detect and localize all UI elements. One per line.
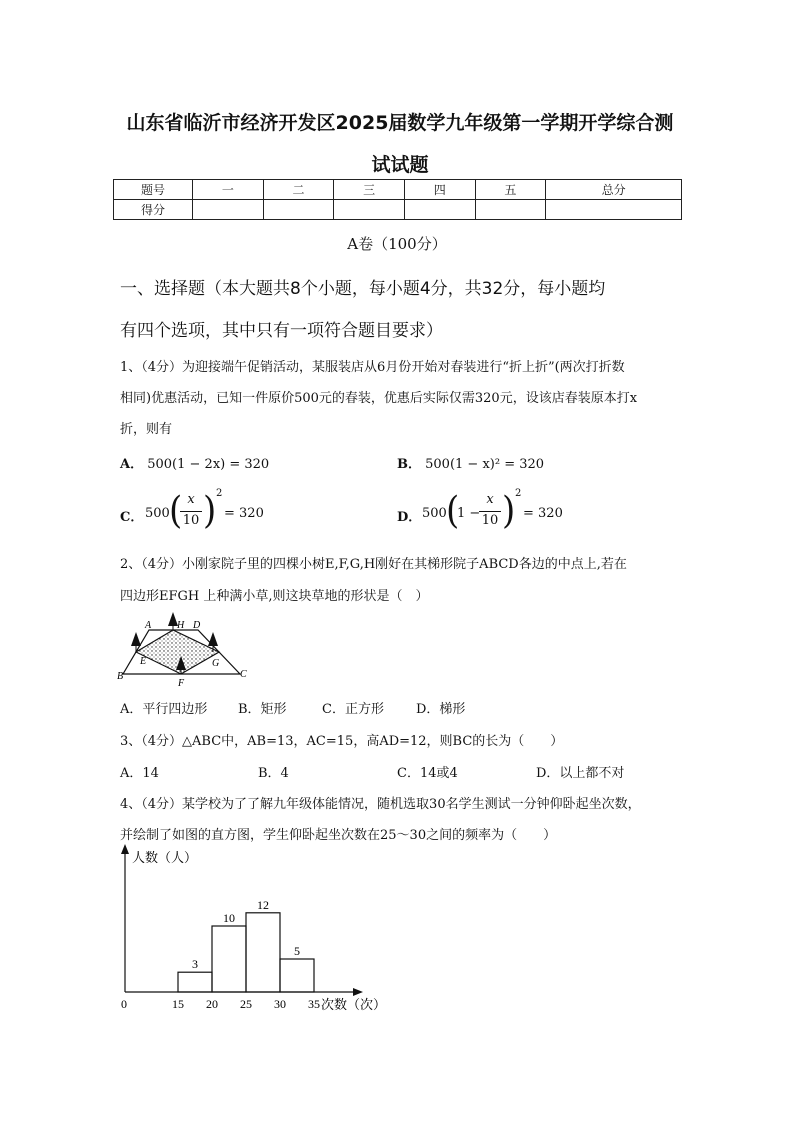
y-axis-arrow-icon xyxy=(121,844,129,854)
q3-option-d[interactable]: D．以上都不对 xyxy=(536,766,625,781)
bar-value-label: 5 xyxy=(294,944,300,958)
x-tick-label: 20 xyxy=(206,997,218,1011)
x-tick-label: 25 xyxy=(240,997,252,1011)
q1-option-a[interactable] xyxy=(120,453,269,472)
label-b: B xyxy=(117,671,124,682)
q2-option-a[interactable]: A．平行四边形 xyxy=(120,702,208,717)
score-header-cell: 二 xyxy=(263,180,334,200)
histogram-bar xyxy=(212,926,246,992)
x-tick-label: 35 xyxy=(308,997,320,1011)
fraction-numerator: x xyxy=(486,492,494,507)
x-axis-arrow-icon xyxy=(353,988,363,996)
x-axis-label: 次数（次） xyxy=(321,997,387,1012)
label-g: G xyxy=(212,658,220,669)
expr-coefficient: 500 xyxy=(145,506,170,521)
left-paren: ( xyxy=(169,489,183,533)
q3-option-c[interactable]: C．14或4 xyxy=(397,766,458,781)
q3-option-a[interactable]: A．14 xyxy=(120,766,159,781)
label-f: F xyxy=(178,678,185,688)
score-table xyxy=(113,179,682,220)
x-tick-label: 15 xyxy=(172,997,184,1011)
right-paren: ) xyxy=(502,489,516,533)
score-table-score-row xyxy=(114,200,682,220)
q1-option-b[interactable] xyxy=(397,453,544,472)
section-heading-line1: 一、选择题（本大题共8个小题，每小题4分，共32分，每小题均 xyxy=(120,279,606,299)
label-e: E xyxy=(140,656,147,667)
q3-option-b[interactable]: B．4 xyxy=(258,766,289,781)
score-header-cell: 三 xyxy=(334,180,405,200)
q4-line1: 4、（4分）某学校为了了解九年级体能情况，随机选取30名学生测试一分钟仰卧起坐次数， xyxy=(120,797,641,812)
score-input-cell[interactable] xyxy=(334,200,405,220)
score-header-cell: 总分 xyxy=(546,180,682,200)
option-label: A． xyxy=(120,457,144,472)
label-d: D xyxy=(193,620,201,631)
q3-line1: 3、（4分）△ABC中，AB=13，AC=15，高AD=12，则BC的长为（ ） xyxy=(120,734,564,749)
origin-label: 0 xyxy=(121,997,127,1011)
option-label: D． xyxy=(397,510,422,525)
bar-value-label: 10 xyxy=(223,911,235,925)
q2-option-b[interactable]: B．矩形 xyxy=(238,702,287,717)
histogram-bar xyxy=(246,913,280,992)
histogram-chart xyxy=(110,842,400,1017)
q2-option-d[interactable]: D．梯形 xyxy=(416,702,466,717)
histogram-bar xyxy=(280,959,314,992)
score-header-cell: 题号 xyxy=(114,180,193,200)
option-expression: 500(1 − x)² = 320 xyxy=(425,457,545,472)
tree-icon xyxy=(131,632,141,652)
paper-title-line1: 山东省临沂市经济开发区2025届数学九年级第一学期开学综合测 xyxy=(126,112,674,134)
label-c: C xyxy=(240,669,247,680)
q1-option-c[interactable] xyxy=(120,488,320,536)
q1-line2: 相同)优惠活动，已知一件原价500元的春装，优惠后实际仅需320元，设该店春装原本打x xyxy=(120,391,638,406)
y-axis-label: 人数（人） xyxy=(132,850,198,865)
fraction-numerator: x xyxy=(187,492,195,507)
option-label: C． xyxy=(120,510,144,525)
exponent: 2 xyxy=(216,488,223,499)
q2-line2: 四边形EFGH 上种满小草,则这块草地的形状是（ ） xyxy=(120,589,429,604)
q1-option-d[interactable] xyxy=(397,488,597,536)
exponent: 2 xyxy=(515,488,522,499)
expr-rhs: = 320 xyxy=(523,506,563,521)
fraction-bar xyxy=(180,511,202,512)
bar-value-label: 12 xyxy=(257,897,269,912)
section-heading-line2: 有四个选项，其中只有一项符合题目要求） xyxy=(120,321,443,341)
fraction-bar xyxy=(479,511,501,512)
score-header-cell: 四 xyxy=(404,180,475,200)
label-h: H xyxy=(177,620,185,631)
expr-coefficient: 500 xyxy=(422,506,447,521)
q2-option-c[interactable]: C．正方形 xyxy=(322,702,384,717)
q1-line1: 1、（4分）为迎接端午促销活动，某服装店从6月份开始对春装进行“折上折”(两次打折数 xyxy=(120,360,625,375)
expr-inner: 1 − xyxy=(457,506,481,521)
score-input-cell[interactable] xyxy=(193,200,264,220)
paper-title-line2: 试试题 xyxy=(371,154,429,176)
q4-line2: 并绘制了如图的直方图，学生仰卧起坐次数在25～30之间的频率为（ ） xyxy=(120,828,557,843)
score-input-cell[interactable] xyxy=(475,200,546,220)
left-paren: ( xyxy=(446,489,460,533)
fraction-denominator: 10 xyxy=(481,513,499,528)
expr-rhs: = 320 xyxy=(224,506,264,521)
right-paren: ) xyxy=(203,489,217,533)
fraction-denominator: 10 xyxy=(182,513,200,528)
score-header-cell: 五 xyxy=(475,180,546,200)
x-tick-label: 30 xyxy=(274,997,286,1011)
option-expression: 500(1 − 2x) = 320 xyxy=(147,457,270,472)
bar-value-label: 3 xyxy=(192,957,198,972)
score-input-cell[interactable] xyxy=(404,200,475,220)
histogram-bar xyxy=(178,972,212,992)
score-input-cell[interactable] xyxy=(546,200,682,220)
option-label: B． xyxy=(397,457,421,472)
q2-line1: 2、（4分）小刚家院子里的四棵小树E,F,G,H刚好在其梯形院子ABCD各边的中点上,若在 xyxy=(120,557,627,572)
trapezoid-figure xyxy=(115,606,255,688)
q1-line3: 折，则有 xyxy=(120,422,173,437)
score-input-cell[interactable] xyxy=(263,200,334,220)
volume-heading: A卷（100分） xyxy=(347,235,447,253)
score-header-cell: 一 xyxy=(193,180,264,200)
label-a: A xyxy=(145,620,152,631)
score-table-header-row xyxy=(114,180,682,200)
score-row-label: 得分 xyxy=(114,200,193,220)
